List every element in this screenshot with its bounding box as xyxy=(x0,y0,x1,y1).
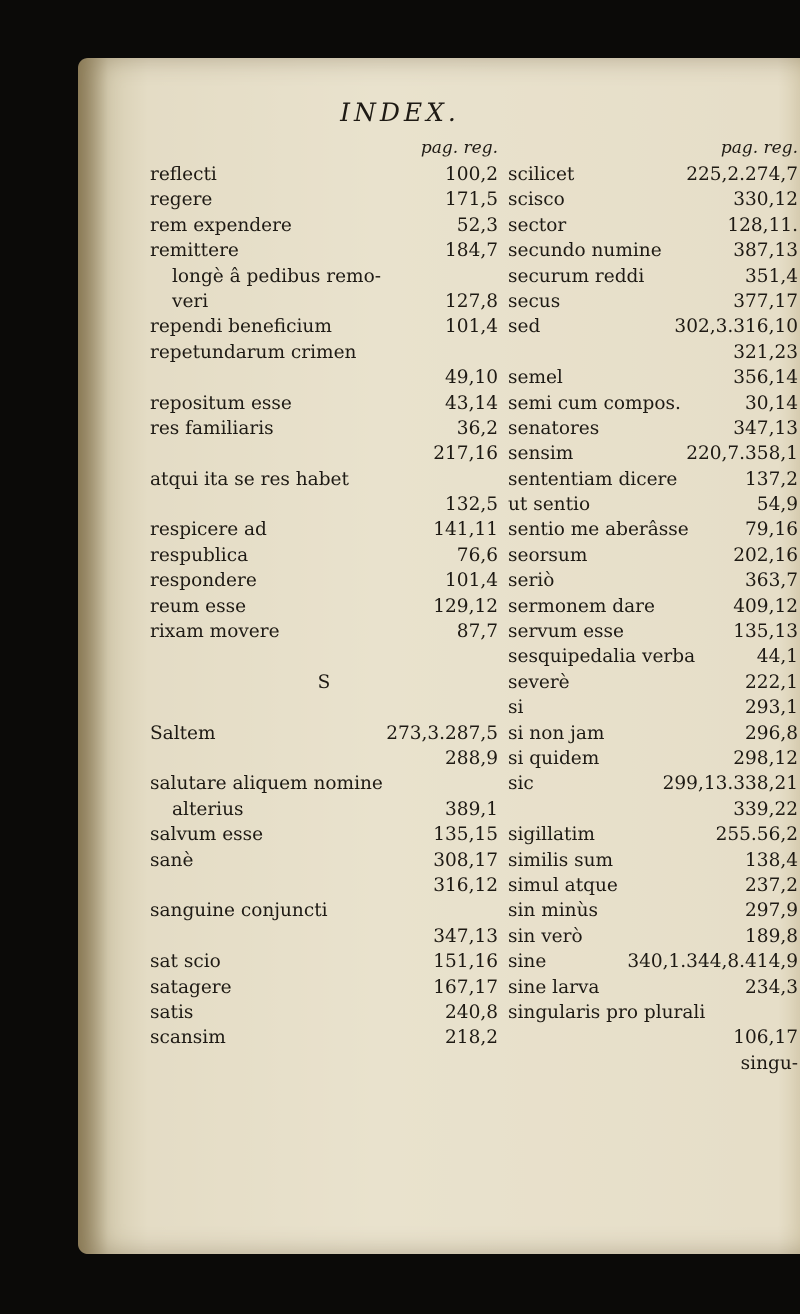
entry-page-ref: 302,3.316,10 xyxy=(674,316,798,338)
index-entry xyxy=(150,924,498,949)
entry-page-ref: 297,9 xyxy=(745,900,798,922)
entry-page-ref: 316,12 xyxy=(433,874,498,896)
entry-page-ref: 101,4 xyxy=(445,316,498,338)
entry-term: satagere xyxy=(150,976,232,998)
entry-term: scisco xyxy=(508,189,565,211)
index-entry xyxy=(150,416,498,441)
index-entry xyxy=(508,1051,798,1076)
entry-term: alterius xyxy=(172,798,244,820)
entry-term: sin minùs xyxy=(508,900,598,922)
entry-term: severè xyxy=(508,671,570,693)
entry-term: secus xyxy=(508,290,561,312)
index-entry xyxy=(508,771,798,796)
index-entry xyxy=(150,695,498,720)
entry-page-ref: 389,1 xyxy=(445,798,498,820)
entry-page-ref: 137,2 xyxy=(745,468,798,490)
entry-page-ref: 49,10 xyxy=(445,367,498,389)
entry-term: veri xyxy=(172,290,209,312)
index-entry xyxy=(150,721,498,746)
entries-list xyxy=(508,162,798,1076)
index-entry xyxy=(508,670,798,695)
index-entry xyxy=(508,187,798,212)
entry-term: sine xyxy=(508,951,547,973)
entry-page-ref: 222,1 xyxy=(745,671,798,693)
entry-page-ref: 296,8 xyxy=(745,722,798,744)
index-entry xyxy=(150,365,498,390)
index-entry xyxy=(508,695,798,720)
index-entry xyxy=(508,289,798,314)
entry-page-ref: 129,12 xyxy=(433,595,498,617)
entry-page-ref: 356,14 xyxy=(733,367,798,389)
entry-term: semi cum compos. xyxy=(508,392,681,414)
entry-page-ref: 288,9 xyxy=(445,747,498,769)
index-entry xyxy=(150,594,498,619)
index-entry xyxy=(508,568,798,593)
entry-page-ref: 321,23 xyxy=(733,341,798,363)
index-entry xyxy=(508,975,798,1000)
entry-term: si non jam xyxy=(508,722,605,744)
entry-page-ref: 167,17 xyxy=(433,976,498,998)
entry-term: sed xyxy=(508,316,541,338)
entry-term: rependi beneficium xyxy=(150,316,332,338)
entry-page-ref: 76,6 xyxy=(456,544,498,566)
index-entry xyxy=(508,543,798,568)
index-entry xyxy=(150,391,498,416)
index-entry xyxy=(508,797,798,822)
index-entry xyxy=(150,975,498,1000)
entry-page-ref: 409,12 xyxy=(733,595,798,617)
entry-term: Saltem xyxy=(150,722,216,744)
index-entry xyxy=(150,441,498,466)
entry-term: salvum esse xyxy=(150,824,264,846)
entry-page-ref: 52,3 xyxy=(456,214,498,236)
entry-term: respublica xyxy=(150,544,249,566)
index-entry xyxy=(150,568,498,593)
entry-page-ref: 234,3 xyxy=(745,976,798,998)
index-entry xyxy=(150,1025,498,1050)
entry-term: atqui ita se res habet xyxy=(150,468,349,490)
entry-term: sermonem dare xyxy=(508,595,655,617)
entry-page-ref: 220,7.358,1 xyxy=(686,443,798,465)
entry-term: sesquipedalia verba xyxy=(508,646,696,668)
entry-term: respondere xyxy=(150,570,257,592)
index-entry xyxy=(150,873,498,898)
index-entry xyxy=(508,873,798,898)
entry-page-ref: 240,8 xyxy=(445,1001,498,1023)
entry-page-ref: 218,2 xyxy=(445,1027,498,1049)
index-entry xyxy=(150,898,498,923)
entry-term: singularis pro plurali xyxy=(508,1001,706,1023)
index-entry xyxy=(150,162,498,187)
index-entry xyxy=(508,1000,798,1025)
entry-page-ref: 339,22 xyxy=(733,798,798,820)
index-entry xyxy=(508,619,798,644)
entry-term: securum reddi xyxy=(508,265,645,287)
index-entry xyxy=(150,822,498,847)
index-entry xyxy=(150,213,498,238)
index-entry xyxy=(150,746,498,771)
entry-page-ref: 106,17 xyxy=(733,1027,798,1049)
entries-list xyxy=(150,162,498,1051)
entry-page-ref: 141,11 xyxy=(433,519,498,541)
index-entry xyxy=(508,924,798,949)
index-entry xyxy=(150,619,498,644)
entry-term: satis xyxy=(150,1001,194,1023)
index-entry xyxy=(508,264,798,289)
index-entry xyxy=(508,467,798,492)
index-entry xyxy=(150,848,498,873)
entry-term: secundo numine xyxy=(508,240,662,262)
entry-term: remittere xyxy=(150,240,239,262)
index-entry xyxy=(150,314,498,339)
index-entry xyxy=(150,467,498,492)
entry-term: sat scio xyxy=(150,951,221,973)
index-entry xyxy=(150,340,498,365)
index-entry xyxy=(508,314,798,339)
index-entry xyxy=(150,797,498,822)
entry-page-ref: 293,1 xyxy=(745,697,798,719)
entry-page-ref: 347,13 xyxy=(733,417,798,439)
entry-page-ref: 36,2 xyxy=(456,417,498,439)
entry-term: repetundarum crimen xyxy=(150,341,357,363)
index-entry xyxy=(508,949,798,974)
entry-term: respicere ad xyxy=(150,519,267,541)
index-entry xyxy=(150,1000,498,1025)
entry-term: sigillatim xyxy=(508,824,595,846)
index-entry xyxy=(508,1025,798,1050)
index-entry xyxy=(508,594,798,619)
entry-page-ref: singu- xyxy=(740,1052,798,1074)
index-column-right xyxy=(508,138,798,1076)
index-entry xyxy=(508,492,798,517)
page-header: INDEX. xyxy=(340,98,460,127)
entry-page-ref: 387,13 xyxy=(733,240,798,262)
entry-term: sensim xyxy=(508,443,574,465)
column-head: pag. reg. xyxy=(720,138,798,158)
entry-term: regere xyxy=(150,189,213,211)
entry-page-ref: 138,4 xyxy=(745,849,798,871)
index-entry xyxy=(150,238,498,263)
entry-term: scilicet xyxy=(508,164,575,185)
entry-term: sector xyxy=(508,214,567,236)
entry-page-ref: 171,5 xyxy=(445,189,498,211)
entry-term: repositum esse xyxy=(150,392,292,414)
index-entry xyxy=(150,264,498,289)
entry-term: sanè xyxy=(150,849,194,871)
entry-term: sine larva xyxy=(508,976,600,998)
entry-term: reflecti xyxy=(150,164,217,185)
entry-term: rixam movere xyxy=(150,621,280,643)
index-entry xyxy=(508,340,798,365)
index-entry xyxy=(508,746,798,771)
column-head: pag. reg. xyxy=(420,138,498,158)
entry-page-ref: 298,12 xyxy=(733,747,798,769)
index-column-left xyxy=(150,138,498,1051)
index-entry xyxy=(508,416,798,441)
entry-term: sanguine conjuncti xyxy=(150,900,328,922)
entry-term: ut sentio xyxy=(508,494,591,516)
entry-page-ref: 217,16 xyxy=(433,443,498,465)
entry-page-ref: 44,1 xyxy=(756,646,798,668)
entry-term: sententiam dicere xyxy=(508,468,678,490)
entry-term: si xyxy=(508,697,524,719)
index-entry xyxy=(508,644,798,669)
index-entry xyxy=(150,949,498,974)
index-entry xyxy=(150,670,498,695)
index-entry xyxy=(508,213,798,238)
entry-term: senatores xyxy=(508,417,600,439)
entry-term: si quidem xyxy=(508,747,600,769)
entry-page-ref: 79,16 xyxy=(745,519,798,541)
entry-page-ref: 135,15 xyxy=(433,824,498,846)
entry-term: seorsum xyxy=(508,544,588,566)
section-letter: S xyxy=(317,671,331,693)
entry-term: seriò xyxy=(508,570,555,592)
entry-page-ref: 132,5 xyxy=(445,494,498,516)
entry-term: scansim xyxy=(150,1027,226,1049)
index-entry xyxy=(150,771,498,796)
entry-page-ref: 100,2 xyxy=(445,164,498,185)
index-entry xyxy=(508,898,798,923)
entry-page-ref: 54,9 xyxy=(756,494,798,516)
entry-term: sin verò xyxy=(508,925,583,947)
index-entry xyxy=(508,822,798,847)
entry-page-ref: 308,17 xyxy=(433,849,498,871)
index-entry xyxy=(508,238,798,263)
index-entry xyxy=(150,289,498,314)
entry-page-ref: 43,14 xyxy=(445,392,498,414)
entry-term: salutare aliquem nomine xyxy=(150,773,383,795)
entry-term: res familiaris xyxy=(150,417,274,439)
entry-term: sentio me aberâsse xyxy=(508,519,689,541)
index-entry xyxy=(508,162,798,187)
entry-page-ref: 127,8 xyxy=(445,290,498,312)
entry-page-ref: 202,16 xyxy=(733,544,798,566)
entry-page-ref: 377,17 xyxy=(733,290,798,312)
entry-page-ref: 255.56,2 xyxy=(715,824,798,846)
entry-page-ref: 363,7 xyxy=(745,570,798,592)
entry-term: longè â pedibus remo- xyxy=(172,265,381,287)
entry-page-ref: 340,1.344,8.414,9 xyxy=(627,951,798,973)
entry-term: servum esse xyxy=(508,621,624,643)
entry-page-ref: 330,12 xyxy=(733,189,798,211)
entry-page-ref: 30,14 xyxy=(745,392,798,414)
entry-page-ref: 273,3.287,5 xyxy=(386,722,498,744)
index-entry xyxy=(508,441,798,466)
entry-page-ref: 189,8 xyxy=(745,925,798,947)
index-entry xyxy=(508,365,798,390)
index-entry xyxy=(150,543,498,568)
entry-page-ref: 237,2 xyxy=(745,874,798,896)
entry-term: semel xyxy=(508,367,563,389)
entry-page-ref: 128,11. xyxy=(727,214,798,236)
entry-page-ref: 225,2.274,7 xyxy=(686,164,798,185)
index-entry xyxy=(150,517,498,542)
entry-page-ref: 135,13 xyxy=(733,621,798,643)
index-entry xyxy=(150,187,498,212)
entry-page-ref: 101,4 xyxy=(445,570,498,592)
entry-page-ref: 347,13 xyxy=(433,925,498,947)
index-entry xyxy=(508,848,798,873)
entry-term: similis sum xyxy=(508,849,614,871)
entry-page-ref: 151,16 xyxy=(433,951,498,973)
index-entry xyxy=(508,721,798,746)
index-entry xyxy=(508,517,798,542)
index-entry xyxy=(150,644,498,669)
entry-term: rem expendere xyxy=(150,214,292,236)
entry-term: sic xyxy=(508,773,534,795)
entry-term: reum esse xyxy=(150,595,247,617)
entry-page-ref: 184,7 xyxy=(445,240,498,262)
entry-page-ref: 87,7 xyxy=(456,621,498,643)
entry-term: simul atque xyxy=(508,874,618,896)
index-entry xyxy=(150,492,498,517)
index-entry xyxy=(508,391,798,416)
entry-page-ref: 351,4 xyxy=(745,265,798,287)
entry-page-ref: 299,13.338,21 xyxy=(662,773,798,795)
